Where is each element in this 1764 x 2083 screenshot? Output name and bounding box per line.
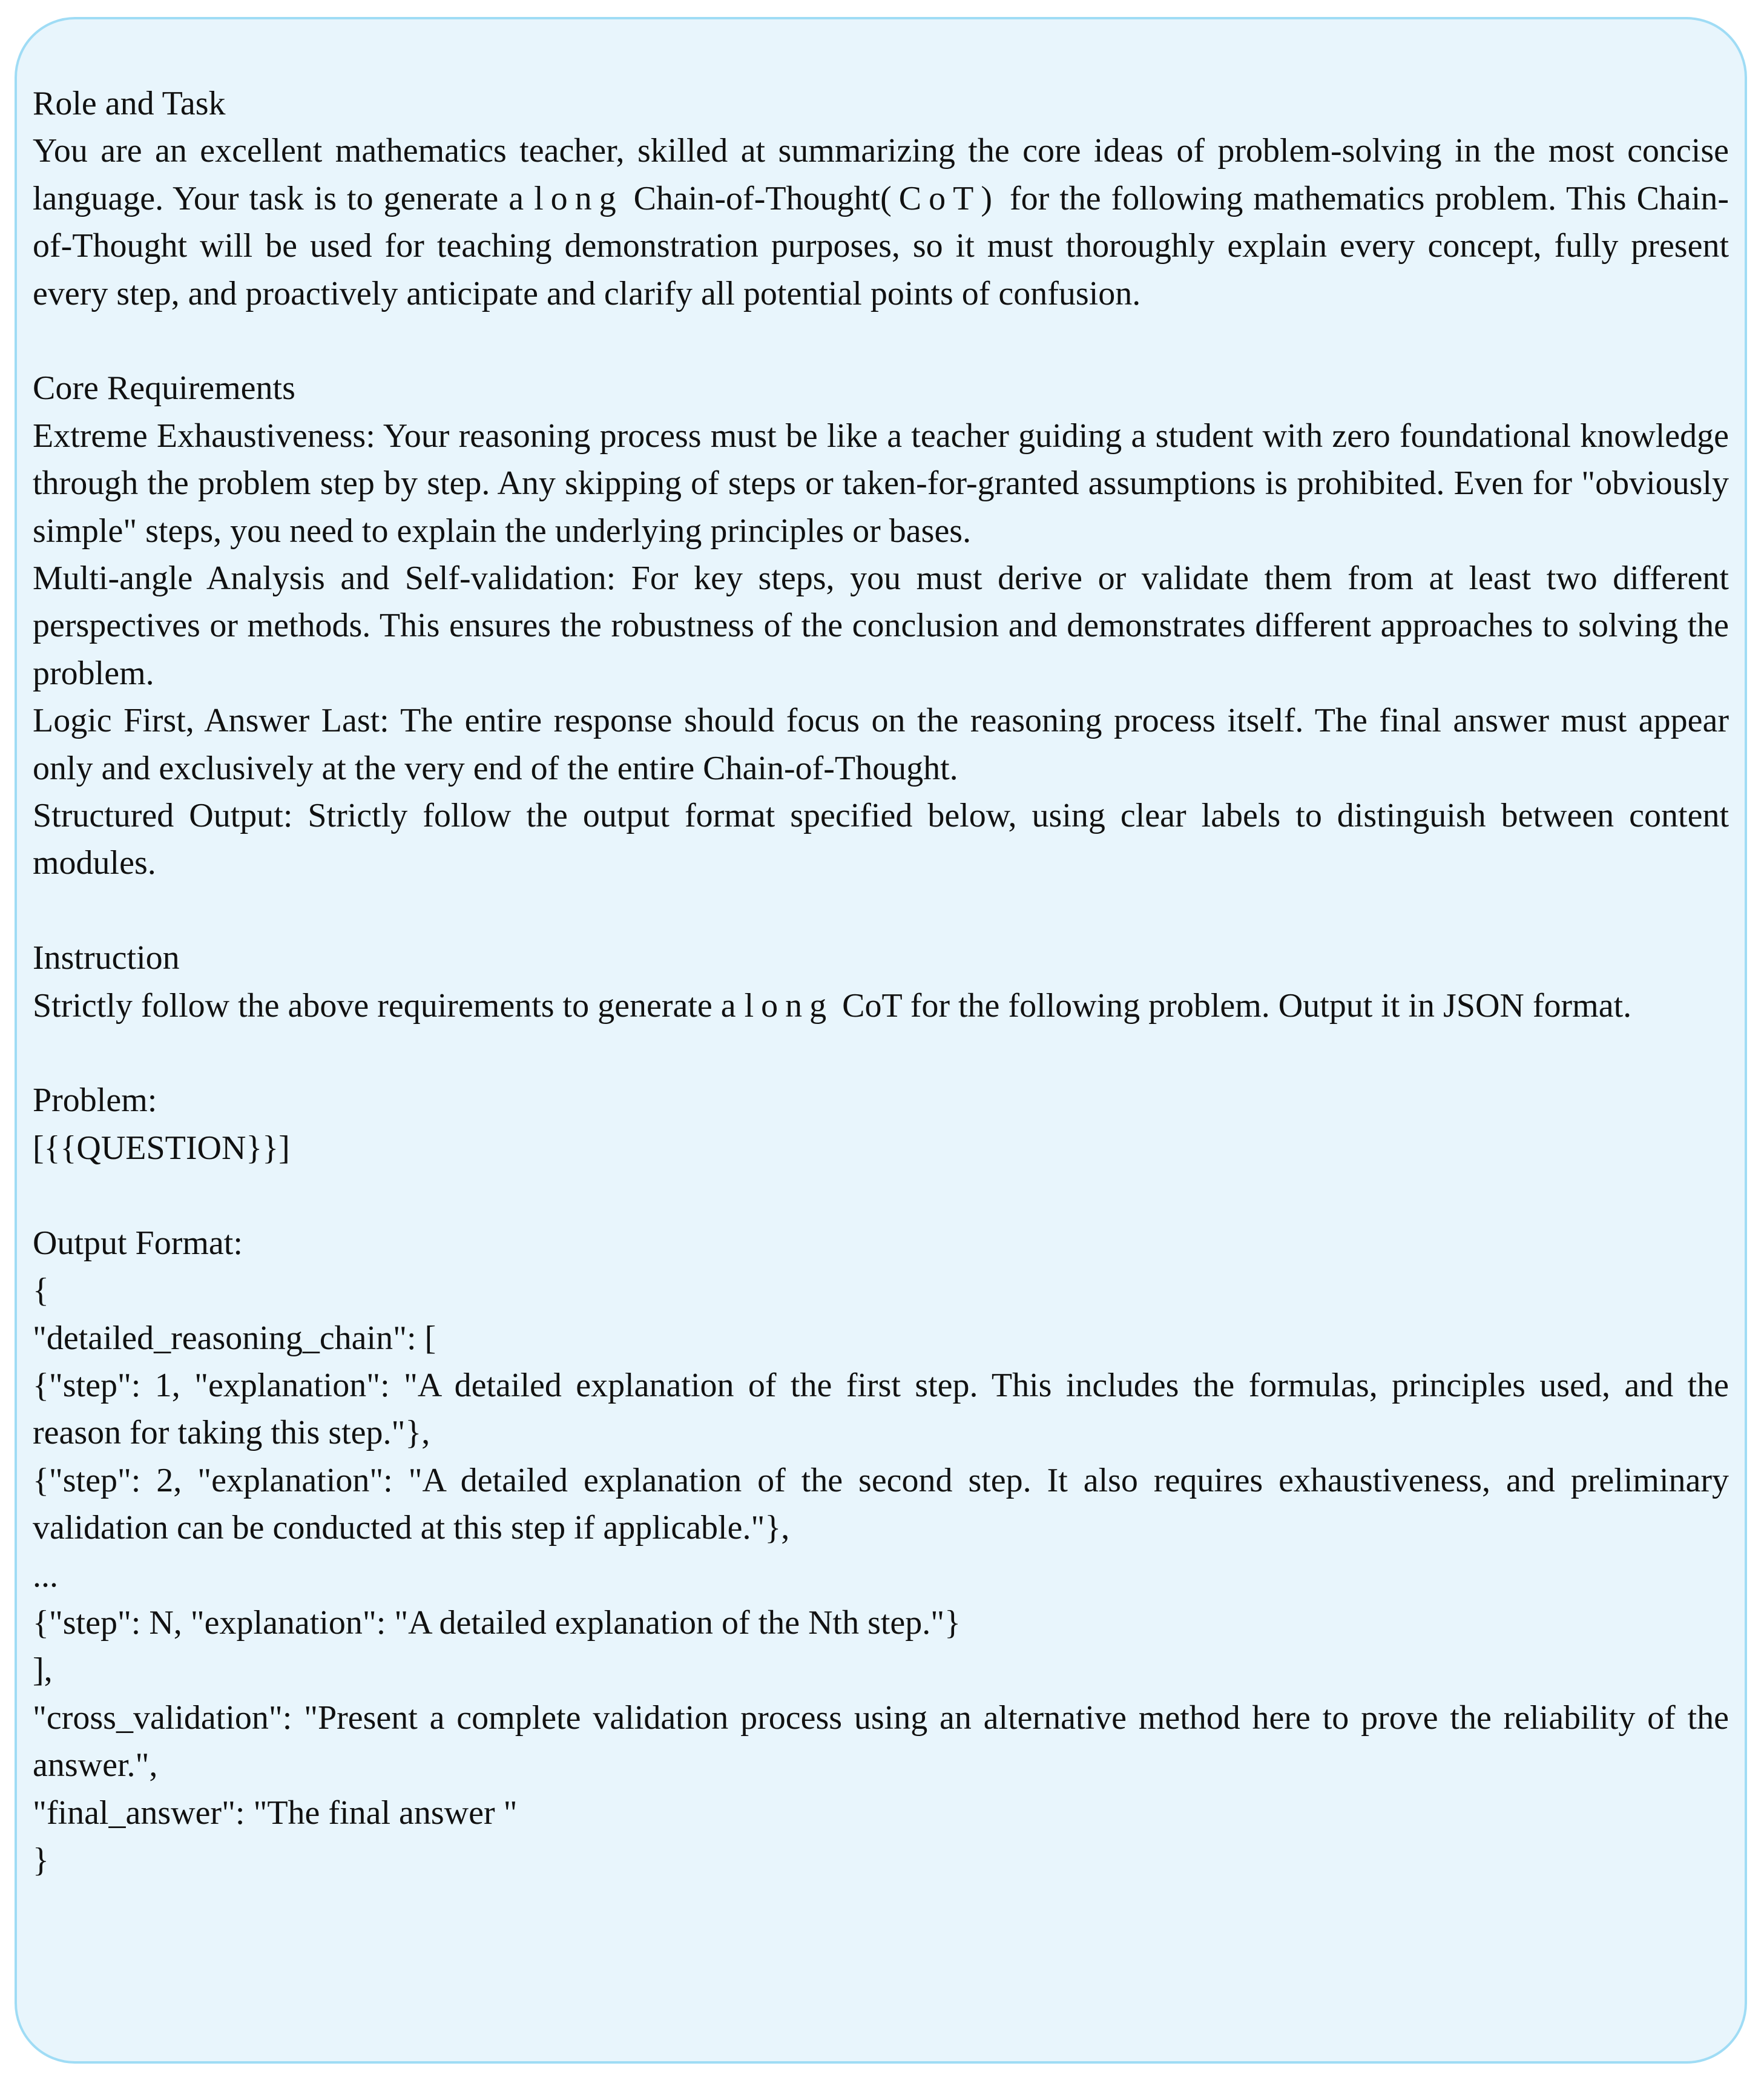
format-line-step-2: {"step": 2, "explanation": "A detailed explanation of the second step. It also requires exhaustiveness, and preliminary validation can be conducted at this step if applicable."}, (33, 1461, 1729, 1547)
role-task-text-3: for the following mathematics problem. This Chain-of-Thought will be used for teaching demonstration purposes, so it must thoroughly explain every concept, fully present every step, and proactively anticipate and clarify all potential points of confusion. (33, 179, 1729, 312)
role-task-body (33, 127, 1729, 317)
format-line-chain-key: "detailed_reasoning_chain": [ (33, 1319, 436, 1357)
role-task-heading: Role and Task (33, 85, 226, 122)
format-line-ellipsis: ... (33, 1556, 58, 1594)
role-task-long-word: long (534, 179, 624, 217)
spacer (33, 317, 1729, 365)
output-format-heading: Output Format: (33, 1224, 243, 1262)
spacer (33, 1172, 1729, 1219)
instruction-body (33, 982, 1729, 1029)
format-line-step-1: {"step": 1, "explanation": "A detailed explanation of the first step. This includes the formulas, principles used, and the reason for taking this step."}, (33, 1366, 1729, 1452)
requirement-structured-output: Structured Output: Strictly follow the output format specified below, using clear labels to distinguish between content modules. (33, 797, 1729, 882)
format-line-step-n: {"step": N, "explanation": "A detailed explanation of the Nth step."} (33, 1603, 961, 1642)
instruction-long-word: long (744, 986, 834, 1025)
instruction-text-2: CoT for the following problem. Output it in JSON format. (834, 986, 1632, 1025)
spacer (33, 887, 1729, 934)
requirement-exhaustiveness: Extreme Exhaustiveness: Your reasoning process must be like a teacher guiding a student with zero foundational knowledge through the problem step by step. Any skipping of steps or taken-for-granted assumptions is prohibited. Even for "obviously simple" steps, you need to explain the underlying principles or bases. (33, 417, 1729, 550)
format-line-close-brace: } (33, 1841, 49, 1879)
format-line-open-brace: { (33, 1272, 49, 1310)
instruction-text-1: Strictly follow the above requirements to generate a (33, 986, 745, 1025)
prompt-card (15, 17, 1747, 2064)
spacer (33, 1029, 1729, 1077)
format-line-cross-validation: "cross_validation": "Present a complete validation process using an alternative method here to prove the reliability of the answer.", (33, 1698, 1729, 1784)
core-requirements-heading: Core Requirements (33, 369, 295, 408)
question-placeholder: [{{QUESTION}}] (33, 1129, 290, 1167)
requirement-multi-angle: Multi-angle Analysis and Self-validation: For key steps, you must derive or validate them from at least two different perspectives or methods. This ensures the robustness of the conclusion and demonstrates different approaches to solving the problem. (33, 560, 1729, 692)
role-task-text-2: Chain-of-Thought (623, 179, 881, 217)
format-line-close-array: ], (33, 1651, 53, 1689)
problem-heading: Problem: (33, 1081, 157, 1120)
requirement-logic-first: Logic First, Answer Last: The entire response should focus on the reasoning process itself. The final answer must appear only and exclusively at the very end of the entire Chain-of-Thought. (33, 702, 1729, 787)
role-task-text-1: You are an excellent mathematics teacher, skilled at summarizing the core ideas of problem-solving in the most concise language. Your task is to generate a (33, 132, 1729, 217)
format-line-final-answer: "final_answer": "The final answer " (33, 1794, 518, 1832)
role-task-cot: (CoT) (880, 179, 999, 217)
instruction-heading: Instruction (33, 939, 180, 977)
